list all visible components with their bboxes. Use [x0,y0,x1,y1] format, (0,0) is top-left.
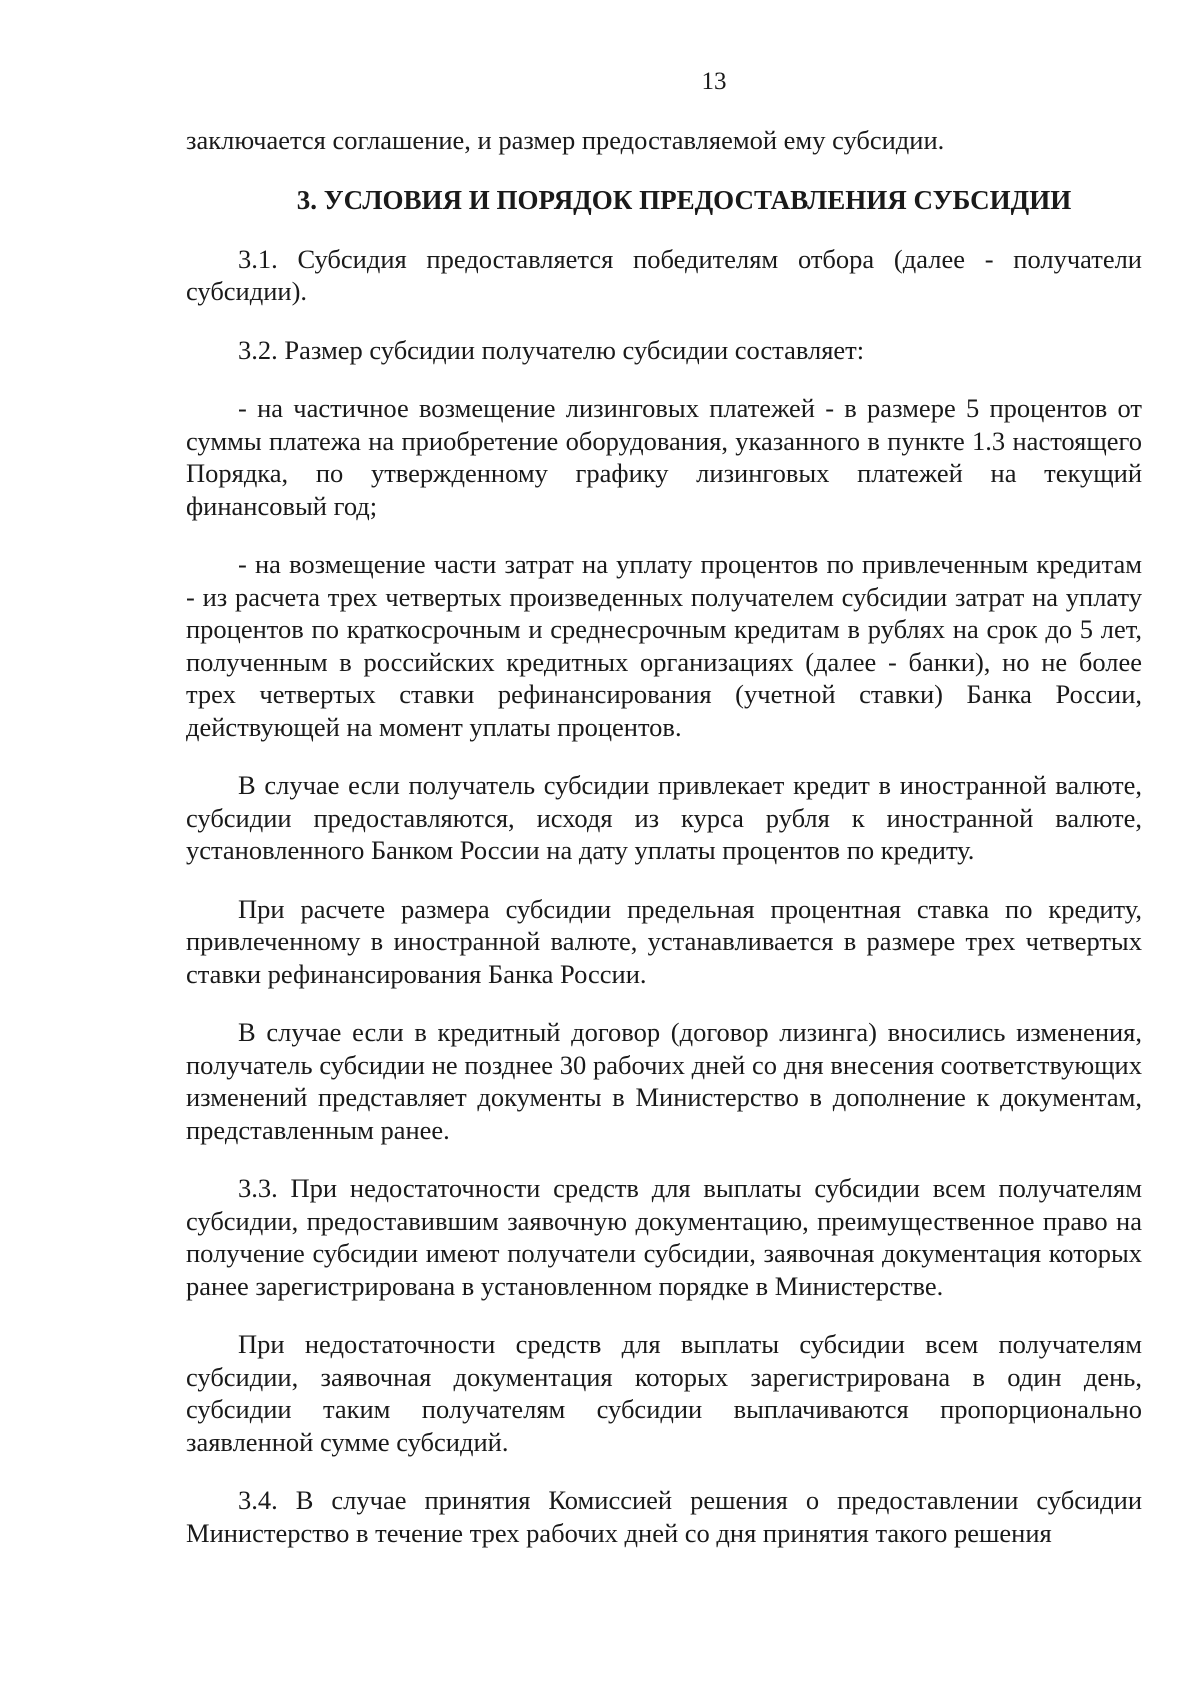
paragraph-3-1: 3.1. Субсидия предоставляется победителям отбора (далее - получатели субсидии). [186,243,1142,306]
paragraph-credit-interest: - на возмещение части затрат на уплату процентов по привлеченным кредитам - из расчета трех четвертых произведенных получателем субсидии затрат на уплату процентов по краткосрочным и среднесрочным кредитам в рублях на срок до 5 лет, полученным в российских кредитных организациях (далее - банки), но не более трех четвертых ставки рефинансирования (учетной ставки) Банка России, действующей на момент уплаты процентов. [186,549,1142,742]
paragraph-foreign-currency: В случае если получатель субсидии привлекает кредит в иностранной валюте, субсидии предоставляются, исходя из курса рубля к иностранной валюте, установленного Банком России на дату уплаты процентов по кредиту. [186,770,1142,865]
paragraph-rate-limit: При расчете размера субсидии предельная процентная ставка по кредиту, привлеченному в иностранной валюте, устанавливается в размере трех четвертых ставки рефинансирования Банка России. [186,893,1142,989]
paragraph-3-2: 3.2. Размер субсидии получателю субсидии составляет: [238,334,865,365]
paragraph-3-3: 3.3. При недостаточности средств для выплаты субсидии всем получателям субсидии, предоставившим заявочную документацию, преимущественное право на получение субсидии имеют получатели субсидии, заявочная документация которых ранее зарегистрирована в установленном порядке в Министерстве. [186,1173,1142,1301]
continuation-text: заключается соглашение, и размер предоставляемой ему субсидии. [186,125,945,155]
paragraph-3-4: 3.4. В случае принятия Комиссией решения о предоставлении субсидии Министерство в течение трех рабочих дней со дня принятия такого решения [186,1485,1142,1548]
paragraph-leasing: - на частичное возмещение лизинговых платежей - в размере 5 процентов от суммы платежа на приобретение оборудования, указанного в пункте 1.3 настоящего Порядка, по утвержденному графику лизинговых платежей на текущий финансовый год; [186,393,1142,521]
page-number: 13 [701,68,727,95]
paragraph-proportional: При недостаточности средств для выплаты субсидии всем получателям субсидии, заявочная документация которых зарегистрирована в один день, субсидии таким получателям субсидии выплачиваются пропорционально заявленной сумме субсидий. [186,1329,1142,1457]
section-heading: 3. УСЛОВИЯ И ПОРЯДОК ПРЕДОСТАВЛЕНИЯ СУБСИДИИ [296,184,1072,215]
paragraph-contract-changes: В случае если в кредитный договор (договор лизинга) вносились изменения, получатель субсидии не позднее 30 рабочих дней со дня внесения соответствующих изменений представляет документы в Министерство в дополнение к документам, представленным ранее. [186,1017,1142,1145]
